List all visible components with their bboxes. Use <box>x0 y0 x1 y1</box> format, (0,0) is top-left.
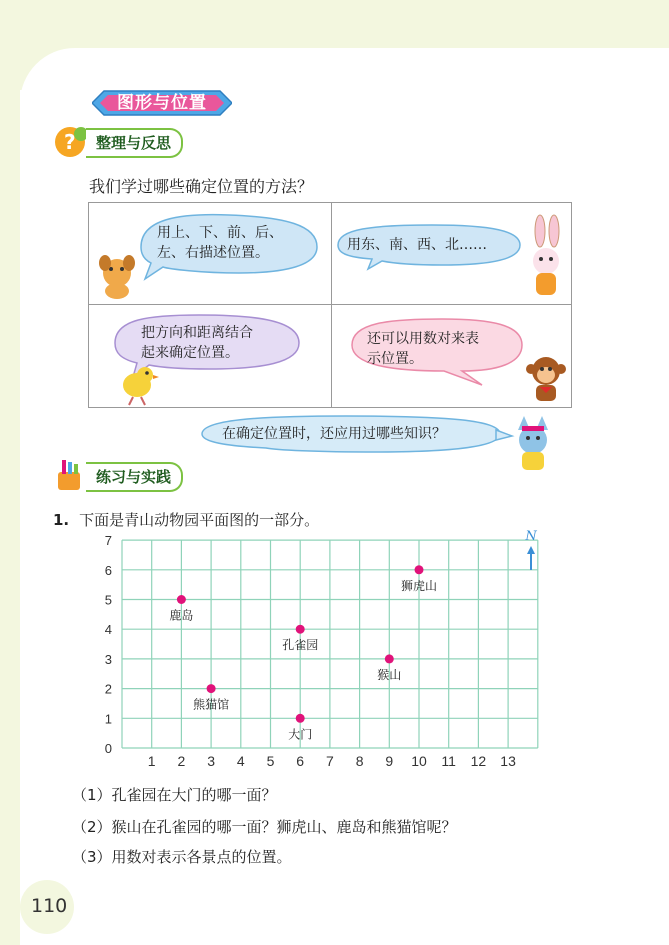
problem-1 <box>53 509 319 530</box>
data-point <box>296 625 305 634</box>
x-tick-label: 11 <box>441 753 456 769</box>
point-label: 孔雀园 <box>282 638 319 653</box>
subquestion-3: （3）用数对表示各景点的位置。 <box>72 848 292 866</box>
subquestion-2: （2）猴山在孔雀园的哪一面？狮虎山、鹿岛和熊猫馆呢？ <box>72 818 457 836</box>
bubble-3-line-2: 起来确定位置。 <box>141 345 239 361</box>
point-label: 大门 <box>288 727 313 742</box>
left-margin-band <box>0 48 20 945</box>
problem-text: 下面是青山动物园平面图的一部分。 <box>79 511 320 529</box>
bubble-1-line-2: 左、右描述位置。 <box>157 245 269 261</box>
review-question: 我们学过哪些确定位置的方法？ <box>89 177 314 196</box>
bubble-1-text <box>157 223 283 263</box>
north-label: N <box>525 530 537 544</box>
data-point <box>385 654 394 663</box>
zoo-grid-chart <box>100 530 540 770</box>
section-review-header <box>52 124 202 158</box>
x-tick-label: 5 <box>266 753 275 769</box>
pencil-cup-icon <box>52 458 88 492</box>
methods-grid <box>88 202 572 408</box>
section-practice-header <box>52 458 202 492</box>
monkey-icon <box>526 357 566 401</box>
bubble-2-text <box>347 235 487 255</box>
chick-icon <box>123 367 159 405</box>
bubble-1-line-1: 用上、下、前、后、 <box>157 225 283 241</box>
problem-number: 1. <box>53 511 70 529</box>
point-label: 狮虎山 <box>400 578 438 593</box>
x-tick-label: 7 <box>326 753 334 769</box>
point-label: 猴山 <box>377 667 402 682</box>
section-review-title: 整理与反思 <box>86 128 183 158</box>
bubble-4-line-1: 还可以用数对来表 <box>367 331 479 347</box>
bubble-3-line-1: 把方向和距离结合 <box>141 325 253 341</box>
x-tick-label: 1 <box>147 753 156 769</box>
svg-text:?: ? <box>64 130 76 154</box>
x-tick-label: 4 <box>236 753 245 769</box>
x-tick-label: 3 <box>207 753 215 769</box>
topic-banner <box>92 89 232 117</box>
y-tick-label: 3 <box>104 651 112 667</box>
y-tick-label: 7 <box>104 533 112 549</box>
bubble-2-line-1: 用东、南、西、北…… <box>347 237 487 253</box>
y-tick-label: 1 <box>104 711 112 727</box>
north-arrow-head <box>527 546 535 554</box>
y-tick-label: 6 <box>104 562 112 578</box>
bubble-4-text <box>367 329 479 369</box>
x-tick-label: 10 <box>411 753 427 769</box>
subquestion-1: （1）孔雀园在大门的哪一面？ <box>72 786 277 804</box>
page-number: 110 <box>31 895 68 917</box>
point-label: 熊猫馆 <box>193 697 230 712</box>
rabbit-icon <box>533 215 559 295</box>
data-point <box>415 565 424 574</box>
data-point <box>207 684 216 693</box>
bottom-bubble-text: 在确定位置时，还应用过哪些知识？ <box>222 426 446 442</box>
bubble-4-line-2: 示位置。 <box>367 351 423 367</box>
bubble-3-text <box>141 323 253 363</box>
y-tick-label: 2 <box>104 681 112 697</box>
banner-title: 图形与位置 <box>117 93 207 113</box>
section-practice-title: 练习与实践 <box>86 462 183 492</box>
data-point <box>296 714 305 723</box>
x-tick-label: 13 <box>500 753 516 769</box>
dog-icon <box>99 255 135 299</box>
x-tick-label: 12 <box>470 753 487 769</box>
x-tick-label: 8 <box>355 753 364 769</box>
x-tick-label: 6 <box>296 753 305 769</box>
x-tick-label: 2 <box>177 753 186 769</box>
point-label: 鹿岛 <box>169 608 194 623</box>
y-tick-label: 5 <box>104 592 112 608</box>
y-tick-label: 0 <box>104 741 112 756</box>
y-tick-label: 4 <box>104 622 112 638</box>
cat-icon <box>518 416 548 470</box>
data-point <box>177 595 186 604</box>
x-tick-label: 9 <box>385 753 394 769</box>
